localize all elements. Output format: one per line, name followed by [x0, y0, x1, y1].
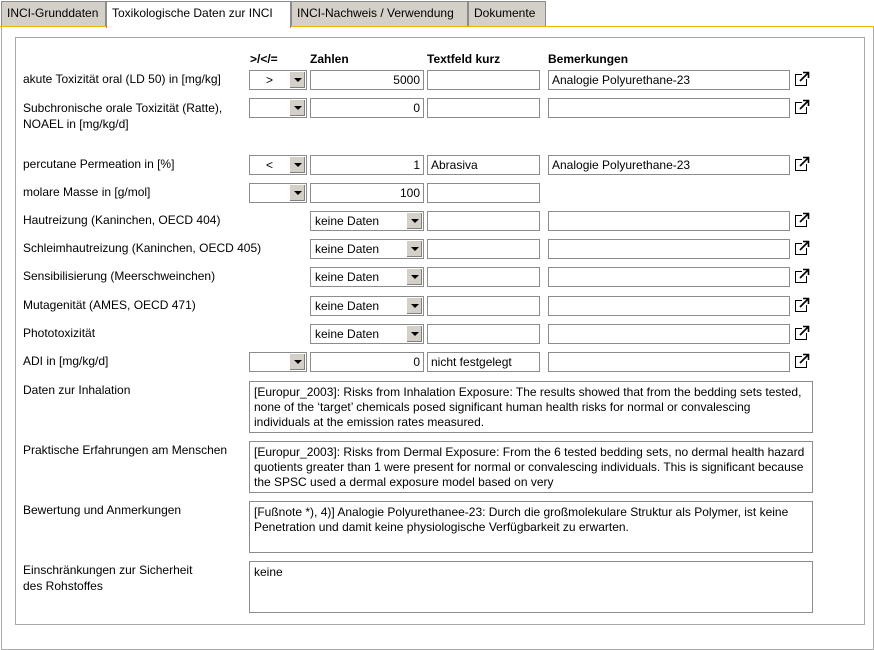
- operator-select-acute-oral[interactable]: [249, 70, 307, 90]
- remarks-input-adi[interactable]: [548, 352, 790, 372]
- short-text-input-sensitization[interactable]: [427, 267, 540, 287]
- remarks-input-skin-irritation[interactable]: [548, 211, 790, 231]
- operator-select-adi[interactable]: [249, 352, 307, 372]
- short-text-input-adi[interactable]: nicht festgelegt: [427, 352, 540, 372]
- status-value: keine Daten: [315, 270, 380, 284]
- remarks-input-phototoxicity[interactable]: [548, 324, 790, 344]
- header-remarks: Bemerkungen: [548, 52, 629, 66]
- label-inhalation: Daten zur Inhalation: [23, 383, 131, 397]
- value-input-molar-mass[interactable]: 100: [310, 183, 424, 203]
- label-sensitization: Sensibilisierung (Meerschweinchen): [23, 269, 216, 283]
- status-select-mutagenicity[interactable]: [310, 296, 424, 316]
- operator-value: <: [265, 158, 273, 172]
- status-select-skin-irritation[interactable]: [310, 211, 424, 231]
- operator-select-molar-mass[interactable]: [249, 183, 307, 203]
- value-input-percutaneous[interactable]: 1: [310, 155, 424, 175]
- status-value: keine Daten: [315, 327, 380, 341]
- remarks-input-acute-oral[interactable]: Analogie Polyurethane-23: [548, 70, 790, 90]
- chevron-down-icon[interactable]: [406, 241, 422, 257]
- short-text-input-skin-irritation[interactable]: [427, 211, 540, 231]
- label-phototoxicity: Phototoxizität: [23, 326, 96, 340]
- value-input-acute-oral[interactable]: 5000: [310, 70, 424, 90]
- operator-value: >: [265, 73, 273, 87]
- short-text-input-acute-oral[interactable]: [427, 70, 540, 90]
- tab-bar: [0, 0, 874, 27]
- header-numbers: Zahlen: [310, 52, 349, 66]
- short-text-input-phototoxicity[interactable]: [427, 324, 540, 344]
- label-acute-oral: akute Toxizität oral (LD 50) in [mg/kg]: [23, 72, 221, 86]
- label-mucosa-irritation: Schleimhautreizung (Kaninchen, OECD 405): [23, 241, 262, 255]
- open-external-icon[interactable]: [794, 268, 810, 284]
- short-text-input-molar-mass[interactable]: [427, 183, 540, 203]
- short-text-input-percutaneous[interactable]: Abrasiva: [427, 155, 540, 175]
- chevron-down-icon[interactable]: [406, 298, 422, 314]
- assessment-textarea[interactable]: [Fußnote *), 4)] Analogie Polyurethanee-23: Durch die großmolekulare Struktur als Polymer, ist keine Penetration und damit keine physiologische Verfügbarkeit zu erwarten.: [249, 501, 813, 553]
- open-external-icon[interactable]: [794, 99, 810, 115]
- open-external-icon[interactable]: [794, 240, 810, 256]
- operator-select-subchronic[interactable]: [249, 98, 307, 118]
- tab-inci-nachweis[interactable]: INCI-Nachweis / Verwendung: [291, 1, 468, 26]
- open-external-icon[interactable]: [794, 156, 810, 172]
- label-restrictions-2: des Rohstoffes: [23, 579, 103, 593]
- label-molar-mass: molare Masse in [g/mol]: [23, 185, 151, 199]
- open-external-icon[interactable]: [794, 71, 810, 87]
- header-operator: >/</=: [250, 52, 278, 66]
- value-input-subchronic[interactable]: 0: [310, 98, 424, 118]
- status-select-sensitization[interactable]: [310, 267, 424, 287]
- label-restrictions-1: Einschränkungen zur Sicherheit: [23, 563, 193, 577]
- tab-inci-grunddaten[interactable]: INCI-Grunddaten: [1, 1, 106, 26]
- chevron-down-icon[interactable]: [289, 100, 305, 116]
- remarks-input-sensitization[interactable]: [548, 267, 790, 287]
- label-adi: ADI in [mg/kg/d]: [23, 354, 109, 368]
- open-external-icon[interactable]: [794, 297, 810, 313]
- remarks-input-subchronic[interactable]: [548, 98, 790, 118]
- remarks-input-mutagenicity[interactable]: [548, 296, 790, 316]
- remarks-input-percutaneous[interactable]: Analogie Polyurethane-23: [548, 155, 790, 175]
- chevron-down-icon[interactable]: [289, 354, 305, 370]
- label-subchronic-1: Subchronische orale Toxizität (Ratte),: [23, 101, 223, 115]
- chevron-down-icon[interactable]: [406, 269, 422, 285]
- label-assessment: Bewertung und Anmerkungen: [23, 503, 182, 517]
- chevron-down-icon[interactable]: [289, 157, 305, 173]
- short-text-input-mutagenicity[interactable]: [427, 296, 540, 316]
- short-text-input-subchronic[interactable]: [427, 98, 540, 118]
- tab-toxikologische-daten[interactable]: Toxikologische Daten zur INCI: [106, 1, 291, 28]
- chevron-down-icon[interactable]: [289, 72, 305, 88]
- tab-dokumente[interactable]: Dokumente: [468, 1, 546, 26]
- restrictions-textarea[interactable]: keine: [249, 561, 813, 613]
- label-subchronic-2: NOAEL in [mg/kg/d]: [23, 117, 129, 131]
- status-value: keine Daten: [315, 299, 380, 313]
- status-select-mucosa-irritation[interactable]: [310, 239, 424, 259]
- open-external-icon[interactable]: [794, 353, 810, 369]
- short-text-input-mucosa-irritation[interactable]: [427, 239, 540, 259]
- label-human-experience: Praktische Erfahrungen am Menschen: [23, 443, 228, 457]
- label-percutaneous: percutane Permeation in [%]: [23, 157, 175, 171]
- header-short-text: Textfeld kurz: [427, 52, 501, 66]
- status-value: keine Daten: [315, 242, 380, 256]
- status-select-phototoxicity[interactable]: [310, 324, 424, 344]
- human-experience-textarea[interactable]: [Europur_2003]: Risks from Dermal Exposure: From the 6 tested bedding sets, no dermal health hazard quotients greater than 1 were present for normal or convalescing individuals. This is significant because the SPSC used a dermal exposure model based on very: [249, 441, 813, 493]
- operator-select-percutaneous[interactable]: [249, 155, 307, 175]
- toxicology-panel: [15, 37, 865, 625]
- open-external-icon[interactable]: [794, 325, 810, 341]
- value-input-adi[interactable]: 0: [310, 352, 424, 372]
- open-external-icon[interactable]: [794, 212, 810, 228]
- status-value: keine Daten: [315, 214, 380, 228]
- remarks-input-mucosa-irritation[interactable]: [548, 239, 790, 259]
- chevron-down-icon[interactable]: [289, 185, 305, 201]
- label-skin-irritation: Hautreizung (Kaninchen, OECD 404): [23, 213, 221, 227]
- label-mutagenicity: Mutagenität (AMES, OECD 471): [23, 298, 196, 312]
- chevron-down-icon[interactable]: [406, 326, 422, 342]
- chevron-down-icon[interactable]: [406, 213, 422, 229]
- inhalation-textarea[interactable]: [Europur_2003]: Risks from Inhalation Exposure: The results showed that from the bedding sets tested, none of the ‘target’ chemicals posed significant human health risks for normal or convalescing individuals at the emission rates measured.: [249, 381, 813, 433]
